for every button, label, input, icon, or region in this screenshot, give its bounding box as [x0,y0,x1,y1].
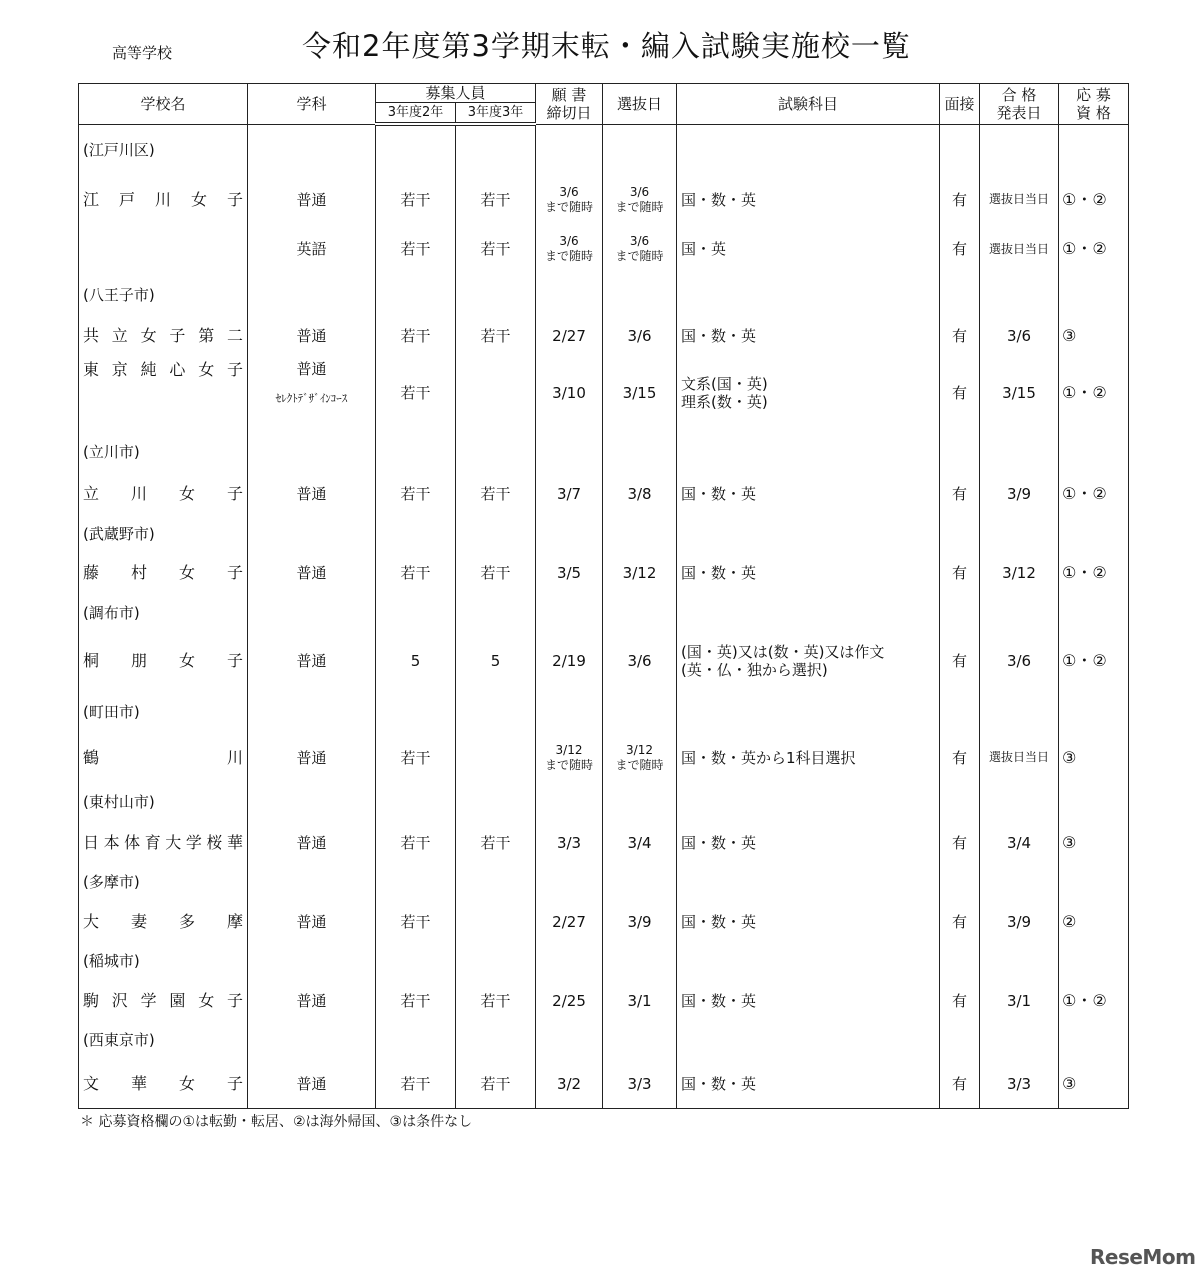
empty-cell [980,690,1059,734]
dept-cell: 普通 [248,734,376,781]
region-row [79,430,1129,474]
interview-cell: 有 [940,734,980,781]
empty-cell [940,1020,980,1060]
exam-date-cell: 3/9 [603,902,677,941]
empty-cell [677,514,940,553]
recruit-year2: 若干 [376,734,456,781]
empty-cell [1059,514,1129,553]
interview-cell: 有 [940,1060,980,1108]
recruit-year2: 若干 [376,175,456,224]
qualification-cell: ①・② [1059,224,1129,274]
table-row [79,1060,1129,1108]
table-row [79,224,1129,274]
header-interview: 面接 [940,84,980,125]
region-row [79,781,1129,823]
result-date-cell: 選抜日当日 [980,175,1059,224]
empty-cell [980,593,1059,632]
school-name: 立川女子 [79,474,248,514]
empty-cell [677,593,940,632]
empty-cell [940,690,980,734]
empty-cell [536,941,603,981]
deadline-cell: 2/27 [536,902,603,941]
region-row [79,124,1129,175]
empty-cell [677,941,940,981]
region-row [79,514,1129,553]
empty-cell [536,690,603,734]
subjects-cell: 国・数・英 [677,823,940,862]
interview-cell: 有 [940,356,980,430]
empty-cell [677,1020,940,1060]
empty-cell [940,124,980,175]
recruit-year3: 若干 [456,981,536,1020]
empty-cell [248,124,376,175]
header-year3: 3年度3年 [456,103,536,125]
header-subjects: 試験科目 [677,84,940,125]
interview-cell: 有 [940,316,980,356]
empty-cell [376,1020,456,1060]
result-date-cell: 3/9 [980,902,1059,941]
empty-cell [248,593,376,632]
interview-cell: 有 [940,632,980,690]
empty-cell [980,514,1059,553]
empty-cell [456,781,536,823]
header-result: 合 格 発表日 [980,84,1059,125]
qualification-cell: ①・② [1059,175,1129,224]
result-date-cell: 3/12 [980,553,1059,593]
recruit-year2: 若干 [376,356,456,430]
region-row [79,1020,1129,1060]
empty-cell [376,514,456,553]
empty-cell [376,941,456,981]
region-label: (八王子市) [79,274,248,316]
recruit-year3: 若干 [456,175,536,224]
dept-cell: 普通 [248,1060,376,1108]
exam-date-cell: 3/12 [603,553,677,593]
interview-cell: 有 [940,553,980,593]
exam-date-cell: 3/3 [603,1060,677,1108]
recruit-year3: 5 [456,632,536,690]
exam-date-cell: 3/6 まで随時 [603,224,677,274]
recruit-year2: 若干 [376,823,456,862]
qualification-cell: ①・② [1059,981,1129,1020]
empty-cell [677,862,940,902]
empty-cell [603,1020,677,1060]
subjects-cell: 文系(国・英) 理系(数・英) [677,356,940,430]
empty-cell [980,274,1059,316]
school-name: 江戸川女子 [79,175,248,224]
deadline-cell: 3/5 [536,553,603,593]
empty-cell [376,781,456,823]
region-label: (東村山市) [79,781,248,823]
empty-cell [376,690,456,734]
deadline-cell: 3/10 [536,356,603,430]
empty-cell [248,1020,376,1060]
empty-cell [940,593,980,632]
empty-cell [536,274,603,316]
empty-cell [940,430,980,474]
recruit-year3: 若干 [456,553,536,593]
table-row [79,981,1129,1020]
empty-cell [456,593,536,632]
deadline-cell: 3/2 [536,1060,603,1108]
recruit-year3: 若干 [456,224,536,274]
qualification-cell: ①・② [1059,356,1129,430]
school-name [79,224,248,274]
empty-cell [940,862,980,902]
empty-cell [1059,781,1129,823]
empty-cell [980,941,1059,981]
region-label: (江戸川区) [79,124,248,175]
recruit-year2: 若干 [376,553,456,593]
subjects-cell: 国・数・英 [677,175,940,224]
recruit-year3: 若干 [456,316,536,356]
result-date-cell: 3/6 [980,632,1059,690]
empty-cell [603,690,677,734]
region-label: (武蔵野市) [79,514,248,553]
result-date-cell: 3/3 [980,1060,1059,1108]
result-date-cell: 選抜日当日 [980,734,1059,781]
recruit-year2: 若干 [376,981,456,1020]
recruit-year2: 5 [376,632,456,690]
empty-cell [1059,1020,1129,1060]
school-name: 藤村女子 [79,553,248,593]
page-title: 令和2年度第3学期末転・編入試験実施校一覧 [302,29,911,63]
interview-cell: 有 [940,981,980,1020]
empty-cell [376,274,456,316]
dept-cell: 普通 [248,175,376,224]
empty-cell [940,781,980,823]
interview-cell: 有 [940,823,980,862]
result-date-cell: 選抜日当日 [980,224,1059,274]
empty-cell [603,124,677,175]
empty-cell [376,593,456,632]
subjects-cell: 国・数・英 [677,316,940,356]
school-name: 大妻多摩 [79,902,248,941]
empty-cell [1059,941,1129,981]
empty-cell [456,430,536,474]
dept-cell: 普通 [248,902,376,941]
region-row [79,862,1129,902]
qualification-cell: ①・② [1059,553,1129,593]
course-label: ｾﾚｸﾄﾃﾞｻﾞｲﾝｺｰｽ [275,392,348,405]
table-row [79,632,1129,690]
dept-cell: 普通 [248,981,376,1020]
school-name: 東京純心女子 [79,356,248,430]
empty-cell [603,781,677,823]
region-label: (調布市) [79,593,248,632]
empty-cell [1059,274,1129,316]
empty-cell [677,781,940,823]
empty-cell [248,781,376,823]
empty-cell [980,862,1059,902]
empty-cell [536,1020,603,1060]
empty-cell [248,514,376,553]
empty-cell [248,274,376,316]
resemom-logo: ReseMom [1090,1245,1196,1269]
recruit-year3 [456,902,536,941]
subjects-cell: 国・数・英から1科目選択 [677,734,940,781]
recruit-year3: 若干 [456,1060,536,1108]
qualification-cell: ③ [1059,734,1129,781]
region-label: (多摩市) [79,862,248,902]
deadline-cell: 2/27 [536,316,603,356]
subjects-cell: 国・数・英 [677,474,940,514]
school-name: 文華女子 [79,1060,248,1108]
subjects-cell: 国・数・英 [677,902,940,941]
empty-cell [603,862,677,902]
recruit-year2: 若干 [376,902,456,941]
empty-cell [376,430,456,474]
empty-cell [940,514,980,553]
qualification-cell: ③ [1059,823,1129,862]
schools-table [78,83,1129,1109]
empty-cell [536,862,603,902]
subjects-cell: 国・数・英 [677,553,940,593]
exam-date-cell: 3/6 まで随時 [603,175,677,224]
school-name: 駒沢学園女子 [79,981,248,1020]
school-name: 鶴川 [79,734,248,781]
empty-cell [1059,430,1129,474]
empty-cell [677,274,940,316]
empty-cell [1059,593,1129,632]
header-deadline: 願 書 締切日 [536,84,603,125]
empty-cell [980,781,1059,823]
empty-cell [940,941,980,981]
region-label: (立川市) [79,430,248,474]
region-row [79,274,1129,316]
empty-cell [940,274,980,316]
empty-cell [603,430,677,474]
empty-cell [980,124,1059,175]
result-date-cell: 3/6 [980,316,1059,356]
qualification-cell: ①・② [1059,632,1129,690]
empty-cell [536,514,603,553]
empty-cell [536,781,603,823]
table-row [79,734,1129,781]
table-row [79,823,1129,862]
table-row [79,474,1129,514]
dept-cell: 普通 [248,823,376,862]
subtitle: 高等学校 [112,44,173,62]
deadline-cell: 2/19 [536,632,603,690]
exam-date-cell: 3/1 [603,981,677,1020]
deadline-cell: 3/7 [536,474,603,514]
empty-cell [603,593,677,632]
region-row [79,690,1129,734]
header-dept: 学科 [248,84,376,125]
school-name: 桐朋女子 [79,632,248,690]
header-recruit: 募集人員 [376,84,536,103]
recruit-year3: 若干 [456,474,536,514]
recruit-year3 [456,356,536,430]
interview-cell: 有 [940,474,980,514]
table-row [79,553,1129,593]
recruit-year3 [456,734,536,781]
deadline-cell: 3/6 まで随時 [536,175,603,224]
dept-cell: 普通 [248,474,376,514]
empty-cell [1059,862,1129,902]
result-date-cell: 3/9 [980,474,1059,514]
footnote: ＊ 応募資格欄の①は転勤・転居、②は海外帰国、③は条件なし [80,1114,473,1130]
dept-cell [248,356,376,430]
exam-date-cell: 3/12 まで随時 [603,734,677,781]
qualification-cell: ①・② [1059,474,1129,514]
dept-cell: 英語 [248,224,376,274]
empty-cell [1059,124,1129,175]
qualification-cell: ③ [1059,1060,1129,1108]
qualification-cell: ② [1059,902,1129,941]
result-date-cell: 3/4 [980,823,1059,862]
subjects-cell: 国・英 [677,224,940,274]
empty-cell [603,941,677,981]
deadline-cell: 2/25 [536,981,603,1020]
region-label: (西東京市) [79,1020,248,1060]
school-name: 日本体育大学桜華 [79,823,248,862]
dept-cell: 普通 [248,553,376,593]
dept-cell: 普通 [248,316,376,356]
region-label: (稲城市) [79,941,248,981]
empty-cell [677,690,940,734]
empty-cell [677,430,940,474]
table-body [79,124,1129,1108]
empty-cell [248,430,376,474]
empty-cell [248,941,376,981]
header-exam-date: 選抜日 [603,84,677,125]
exam-date-cell: 3/6 [603,316,677,356]
interview-cell: 有 [940,902,980,941]
region-row [79,941,1129,981]
empty-cell [980,1020,1059,1060]
recruit-year2: 若干 [376,474,456,514]
qualification-cell: ③ [1059,316,1129,356]
deadline-cell: 3/6 まで随時 [536,224,603,274]
empty-cell [456,690,536,734]
recruit-year2: 若干 [376,316,456,356]
interview-cell: 有 [940,224,980,274]
exam-date-cell: 3/15 [603,356,677,430]
recruit-year3: 若干 [456,823,536,862]
empty-cell [376,862,456,902]
empty-cell [677,124,940,175]
table-row [79,175,1129,224]
table-row [79,356,1129,430]
subjects-cell: 国・数・英 [677,1060,940,1108]
exam-date-cell: 3/4 [603,823,677,862]
exam-date-cell: 3/8 [603,474,677,514]
empty-cell [536,124,603,175]
empty-cell [603,274,677,316]
recruit-year2: 若干 [376,1060,456,1108]
subjects-cell: 国・数・英 [677,981,940,1020]
empty-cell [456,274,536,316]
empty-cell [536,430,603,474]
result-date-cell: 3/1 [980,981,1059,1020]
region-row [79,593,1129,632]
subjects-cell: (国・英)又は(数・英)又は作文 (英・仏・独から選択) [677,632,940,690]
empty-cell [376,124,456,175]
empty-cell [456,124,536,175]
table-row [79,316,1129,356]
empty-cell [248,690,376,734]
header-year2: 3年度2年 [376,103,456,125]
empty-cell [456,1020,536,1060]
empty-cell [1059,690,1129,734]
school-name: 共立女子第二 [79,316,248,356]
header-school: 学校名 [79,84,248,125]
deadline-cell: 3/3 [536,823,603,862]
result-date-cell: 3/15 [980,356,1059,430]
empty-cell [456,941,536,981]
region-label: (町田市) [79,690,248,734]
dept-label: 普通 [296,360,327,378]
empty-cell [603,514,677,553]
empty-cell [456,862,536,902]
deadline-cell: 3/12 まで随時 [536,734,603,781]
dept-cell: 普通 [248,632,376,690]
empty-cell [536,593,603,632]
recruit-year2: 若干 [376,224,456,274]
header-qualification: 応 募 資 格 [1059,84,1129,125]
exam-date-cell: 3/6 [603,632,677,690]
empty-cell [456,514,536,553]
empty-cell [980,430,1059,474]
table-row [79,902,1129,941]
interview-cell: 有 [940,175,980,224]
empty-cell [248,862,376,902]
